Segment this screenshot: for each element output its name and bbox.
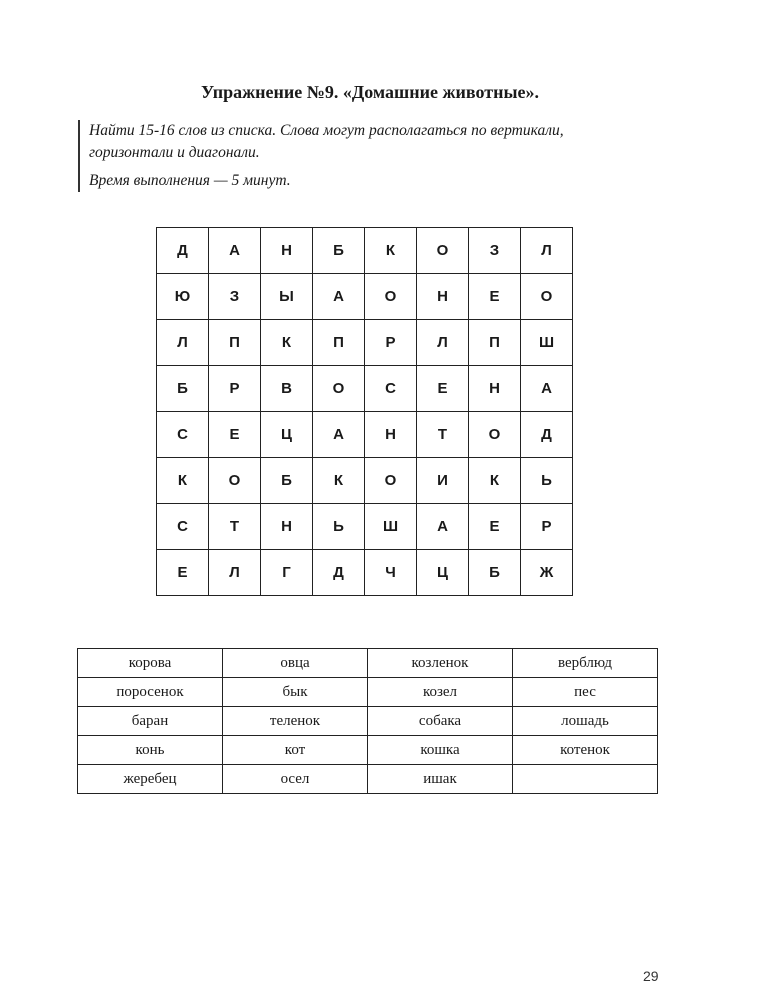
grid-cell: О [209, 458, 261, 504]
grid-cell: П [209, 320, 261, 366]
word-list-row [78, 707, 658, 736]
word-list-table [77, 648, 658, 794]
word-list-cell: теленок [223, 707, 368, 736]
word-list-cell: собака [368, 707, 513, 736]
grid-cell: И [417, 458, 469, 504]
grid-cell: В [261, 366, 313, 412]
word-list-cell: кот [223, 736, 368, 765]
grid-cell: З [469, 228, 521, 274]
grid-cell: Ц [261, 412, 313, 458]
word-list-cell: козленок [368, 649, 513, 678]
grid-cell: Б [313, 228, 365, 274]
grid-cell: Т [417, 412, 469, 458]
grid-cell: Л [157, 320, 209, 366]
word-list-row [78, 678, 658, 707]
grid-cell: Л [209, 550, 261, 596]
grid-cell: Б [469, 550, 521, 596]
grid-row [157, 274, 573, 320]
word-list-row [78, 765, 658, 794]
grid-row [157, 504, 573, 550]
grid-cell: А [521, 366, 573, 412]
word-list-cell: пес [513, 678, 658, 707]
grid-row [157, 412, 573, 458]
grid-cell: Ь [521, 458, 573, 504]
word-list-cell: осел [223, 765, 368, 794]
grid-cell: Е [157, 550, 209, 596]
grid-cell: Л [521, 228, 573, 274]
grid-cell: А [209, 228, 261, 274]
word-list-cell [513, 765, 658, 794]
grid-cell: А [313, 412, 365, 458]
grid-cell: Р [209, 366, 261, 412]
grid-cell: С [157, 504, 209, 550]
grid-cell: Ш [521, 320, 573, 366]
grid-cell: Р [365, 320, 417, 366]
word-list-cell: овца [223, 649, 368, 678]
word-list-cell: поросенок [78, 678, 223, 707]
grid-cell: О [417, 228, 469, 274]
grid-cell: Б [261, 458, 313, 504]
word-list-cell: козел [368, 678, 513, 707]
grid-cell: О [521, 274, 573, 320]
grid-cell: Н [261, 228, 313, 274]
word-list-cell: бык [223, 678, 368, 707]
grid-cell: К [313, 458, 365, 504]
grid-cell: Ц [417, 550, 469, 596]
grid-row [157, 320, 573, 366]
letter-grid [156, 227, 573, 596]
grid-cell: С [365, 366, 417, 412]
grid-cell: С [157, 412, 209, 458]
grid-cell: К [365, 228, 417, 274]
grid-cell: З [209, 274, 261, 320]
grid-cell: Д [521, 412, 573, 458]
grid-cell: К [157, 458, 209, 504]
instructions-line-1: Найти 15-16 слов из списка. Слова могут располагаться по вертикали, [89, 122, 564, 139]
grid-row [157, 550, 573, 596]
grid-cell: О [365, 458, 417, 504]
grid-cell: Д [157, 228, 209, 274]
grid-cell: Т [209, 504, 261, 550]
grid-cell: Ы [261, 274, 313, 320]
grid-cell: П [313, 320, 365, 366]
word-list-row [78, 736, 658, 765]
grid-cell: Ю [157, 274, 209, 320]
grid-cell: Н [365, 412, 417, 458]
grid-row [157, 458, 573, 504]
grid-cell: Н [417, 274, 469, 320]
word-list-cell: ишак [368, 765, 513, 794]
instructions-line-2: горизонтали и диагонали. [89, 144, 260, 161]
word-list-cell: жеребец [78, 765, 223, 794]
grid-cell: Ь [313, 504, 365, 550]
word-list-cell: кошка [368, 736, 513, 765]
word-list-cell: баран [78, 707, 223, 736]
grid-cell: Н [469, 366, 521, 412]
instructions-block [78, 120, 649, 192]
grid-cell: Ж [521, 550, 573, 596]
grid-cell: Ч [365, 550, 417, 596]
grid-cell: Е [417, 366, 469, 412]
word-list-cell: котенок [513, 736, 658, 765]
grid-cell: Е [209, 412, 261, 458]
grid-cell: Д [313, 550, 365, 596]
grid-row [157, 228, 573, 274]
grid-cell: А [313, 274, 365, 320]
grid-cell: К [469, 458, 521, 504]
grid-cell: Е [469, 504, 521, 550]
grid-cell: Л [417, 320, 469, 366]
grid-cell: Б [157, 366, 209, 412]
grid-cell: Е [469, 274, 521, 320]
grid-cell: П [469, 320, 521, 366]
grid-cell: О [365, 274, 417, 320]
grid-row [157, 366, 573, 412]
page-number: 29 [643, 968, 659, 984]
grid-cell: Н [261, 504, 313, 550]
grid-cell: К [261, 320, 313, 366]
word-list-cell: верблюд [513, 649, 658, 678]
exercise-title: Упражнение №9. «Домашние животные». [201, 82, 539, 102]
grid-cell: О [313, 366, 365, 412]
word-list-cell: корова [78, 649, 223, 678]
grid-cell: Г [261, 550, 313, 596]
grid-cell: Р [521, 504, 573, 550]
word-list-row [78, 649, 658, 678]
time-limit-text: Время выполнения — 5 минут. [89, 172, 291, 189]
grid-cell: А [417, 504, 469, 550]
grid-cell: О [469, 412, 521, 458]
word-list-cell: лошадь [513, 707, 658, 736]
grid-cell: Ш [365, 504, 417, 550]
word-list-cell: конь [78, 736, 223, 765]
